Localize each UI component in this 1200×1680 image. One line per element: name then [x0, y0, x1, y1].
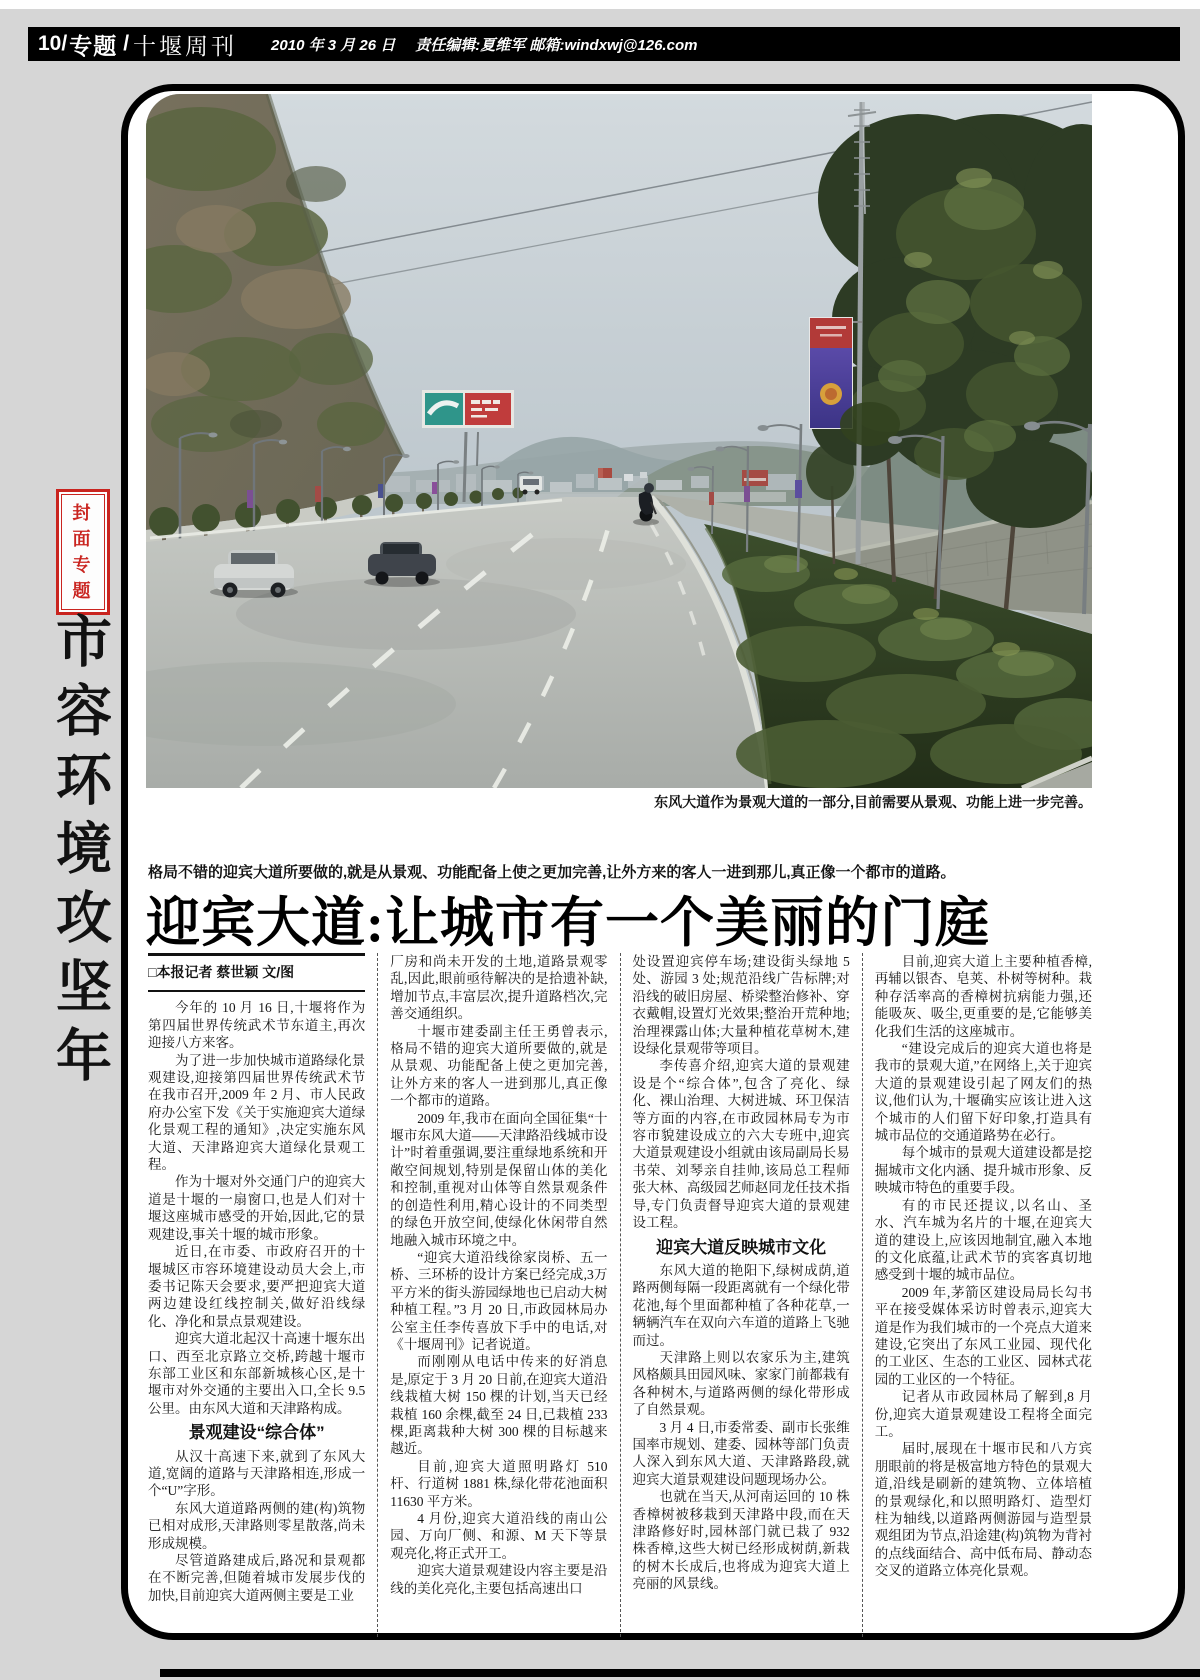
paragraph: 东风大道道路两侧的建(构)筑物已相对成形,天津路则零星散落,尚未形成规模。: [148, 1500, 366, 1551]
paragraph: 今年的 10 月 16 日,十堰将作为第四届世界传统武术节东道主,再次迎接八方来客。: [148, 1000, 366, 1051]
paragraph: 2009 年,茅箭区建设局局长勾书平在接受媒体采访时曾表示,迎宾大道是作为我们城市的一个亮点大道来建设,它突出了东风工业园、现代化的工业区、生态的工业区、园林式花园的工业区的一个特征。: [874, 1284, 1092, 1387]
paragraph: 有的市民还提议,以名山、圣水、汽车城为名片的十堰,在迎宾大道的建设上,应该因地制宜,融入本地的文化底蕴,让武术节的宾客真切地感受到十堰的城市品位。: [874, 1197, 1092, 1283]
paragraph: 李传喜介绍,迎宾大道的景观建设是个“综合体”,包含了亮化、绿化、裸山治理、大树进城、环卫保洁等方面的内容,在市政园林局专为市容市貌建设成立的六大专班中,迎宾大道景观建设小组就由该局副局长易书荣、刘琴亲自挂帅,该局总工程师张大林、高级园艺师赵同龙任技术指导,专门负责督导迎宾大道的景观建设工程。: [632, 1058, 850, 1231]
sidebar-vertical-title: 市容环境攻坚年: [48, 612, 110, 1095]
article-columns: [148, 953, 1092, 1637]
badge-line-1: 封面: [72, 503, 94, 549]
paragraph: 目前,迎宾大道上主要种植香樟,再辅以银杏、皂荚、朴树等树种。栽种存活率高的香樟树抗病能力强,还能吸灰、吸尘,更重要的是,它能够美化我们生活的这座城市。: [874, 954, 1092, 1039]
paragraph: 目前,迎宾大道照明路灯 510 杆、行道树 1881 株,绿化带花池面积 11630 平方米。: [390, 1458, 608, 1509]
paragraph: 迎宾大道景观建设内容主要是沿线的美化亮化,主要包括高速出口: [390, 1563, 608, 1596]
page-number: 10/: [38, 32, 68, 55]
paragraph: 东风大道的艳阳下,绿树成荫,道路两侧每隔一段距离就有一个绿化带花池,每个里面都种植了各种花草,一辆辆汽车在双向六车道的道路上飞驰而过。: [632, 1262, 850, 1348]
bottom-rule: [160, 1669, 1200, 1677]
paragraph: 3 月 4 日,市委常委、副市长张维国率市规划、建委、园林等部门负责人深入到东风大道、天津路路段,就迎宾大道景观建设问题现场办公。: [632, 1419, 850, 1487]
paragraph: 4 月份,迎宾大道沿线的南山公园、万向厂侧、和源、M 天下等景观亮化,将正式开工。: [390, 1511, 608, 1561]
paragraph: 作为十堰对外交通门户的迎宾大道是十堰的一扇窗口,也是人们对十堰这座城市感受的开始,因此,它的景观建设,事关十堰的城市形象。: [148, 1174, 366, 1242]
paragraph: 天津路上则以农家乐为主,建筑风格颇具田园风味、家家门前都栽有各种树木,与道路两侧的绿化带形成了自然景观。: [632, 1349, 850, 1418]
paragraph: 尽管道路建成后,路况和景观都在不断完善,但随着城市发展步伐的加快,目前迎宾大道两侧主要是工业: [148, 1553, 366, 1603]
paragraph: 届时,展现在十堰市民和八方宾朋眼前的将是极富地方特色的景观大道,沿线是刷新的建筑物、立体培植的景观绿化,和以照明路灯、造型灯柱为轴线,以道路两侧游园与造型景观组团为节点,沿途建(构)筑物为背衬的点线面结合、高中低布局、静动态交叉的道路立体亮化景观。: [874, 1441, 1092, 1579]
separator: /: [123, 32, 130, 55]
photo-caption: 东风大道作为景观大道的一部分,目前需要从景观、功能上进一步完善。: [654, 794, 1092, 810]
article-column-1: [148, 953, 377, 1637]
article-lead: 格局不错的迎宾大道所要做的,就是从景观、功能配备上使之更加完善,让外方来的客人一进到那儿,真正像一个都市的道路。: [148, 864, 956, 881]
paragraph: 从汉十高速下来,就到了东风大道,宽阔的道路与天津路相连,形成一个“U”字形。: [148, 1448, 366, 1499]
distant-car: [624, 474, 633, 481]
paragraph: 每个城市的景观大道建设都是挖掘城市文化内涵、提升城市形象、反映城市特色的重要手段。: [874, 1145, 1092, 1196]
road-photo-illustration: [146, 94, 1092, 788]
paragraph: 为了进一步加快城市道路绿化景观建设,迎接第四届世界传统武术节在我市召开,2009 年 2 月、市人民政府办公室下发《关于实施迎宾大道绿化景观工程的通知》,决定实施东风大道、天津路迎宾大道绿化景观工程。: [148, 1052, 366, 1173]
road-photo: [146, 94, 1092, 788]
article-column-4: [862, 953, 1092, 1637]
top-margin: [0, 0, 1200, 9]
date-line: 2010 年 3 月 26 日: [271, 36, 396, 54]
article-column-2: [377, 953, 619, 1637]
road: [146, 497, 774, 788]
paragraph: 厂房和尚未开发的土地,道路景观零乱,因此,眼前亟待解决的是拾遗补缺,增加节点,丰富层次,提升道路档次,完善交通组织。: [390, 954, 608, 1022]
paragraph: “迎宾大道沿线徐家岗桥、五一桥、三环桥的设计方案已经完成,3万平方米的街头游园绿地也已启动大树种植工程。”3 月 20 日,市政园林局办公室主任李传喜放下手中的电话,对《十堰周刊》记者说道。: [390, 1249, 608, 1352]
subhead: 景观建设“综合体”: [188, 1423, 325, 1443]
badge-line-2: 专题: [72, 555, 94, 601]
paragraph: 处设置迎宾停车场;建设街头绿地 5 处、游园 3 处;规范沿线广告标牌;对沿线的破旧房屋、桥梁整治修补、穿衣戴帽,设置灯光效果;整治开荒种地;治理裸露山体;大量种植花草树木,建设绿化景观带等项目。: [632, 954, 850, 1057]
cover-topic-badge: [56, 489, 110, 615]
paragraph: “建设完成后的迎宾大道也将是我市的景观大道,”在网络上,关于迎宾大道的景观建设引起了网友们的热议,他们认为,十堰确实应该让进入这个城市的人们留下好印象,打造具有城市品位的交通道路势在必行。: [874, 1041, 1092, 1144]
paragraph: 也就在当天,从河南运回的 10 株香樟树被移栽到天津路中段,而在天津路修好时,园林部门就已栽了 932 株香樟,这些大树已经形成树荫,新栽的树木长成后,也将成为迎宾大道上亮丽的风景线。: [632, 1489, 850, 1592]
article-column-3: [620, 953, 862, 1637]
publication-name: 十堰周刊: [133, 32, 238, 59]
paragraph: 近日,在市委、市政府召开的十堰城区市容环境建设动员大会上,市委书记陈天会要求,要严把迎宾大道两边建设红线控制关,做好沿线绿化、净化和景点景观建设。: [148, 1244, 366, 1329]
distant-car: [640, 472, 647, 478]
paragraph: 而刚刚从电话中传来的好消息是,原定于 3 月 20 日前,在迎宾大道沿线栽植大树 150 棵的计划,当天已经栽植 160 余棵,截至 24 日,已栽植 233 棵,距离栽种大树 300 棵的目标越来越近。: [390, 1354, 608, 1457]
byline: □本报记者 蔡世颖 文/图: [148, 953, 365, 992]
article-headline: 迎宾大道:让城市有一个美丽的门庭: [146, 893, 990, 953]
subhead: 迎宾大道反映城市文化: [656, 1237, 827, 1257]
article-frame: [121, 84, 1185, 1640]
paragraph: 十堰市建委副主任王勇曾表示,格局不错的迎宾大道所要做的,就是从景观、功能配备上使之更加完善,让外方来的客人一进到那儿,真正像一个都市的道路。: [390, 1023, 608, 1109]
paragraph: 迎宾大道北起汉十高速十堰东出口、西至北京路立交桥,跨越十堰市东部工业区和东部新城核心区,是十堰市对外交通的主要出入口,全长 9.5 公里。由东风大道和天津路构成。: [148, 1331, 366, 1416]
masthead-bar: [28, 27, 1180, 61]
section-label: 专题: [69, 32, 118, 59]
editor-line: 责任编辑:夏维军 邮箱:windxwj@126.com: [415, 36, 698, 54]
paragraph: 2009 年,我市在面向全国征集“十堰市东风大道——天津路沿线城市设计”时着重强调,要注重绿地系统和开敞空间规划,特别是保留山体的美化和控制,重视对山体等自然景观条件的创造性利用,精心设计的不同类型的绿色开放空间,使绿化休闲带自然地融入城市环境之中。: [390, 1110, 608, 1248]
paragraph: 记者从市政园林局了解到,8 月份,迎宾大道景观建设工程将全面完工。: [874, 1389, 1092, 1439]
